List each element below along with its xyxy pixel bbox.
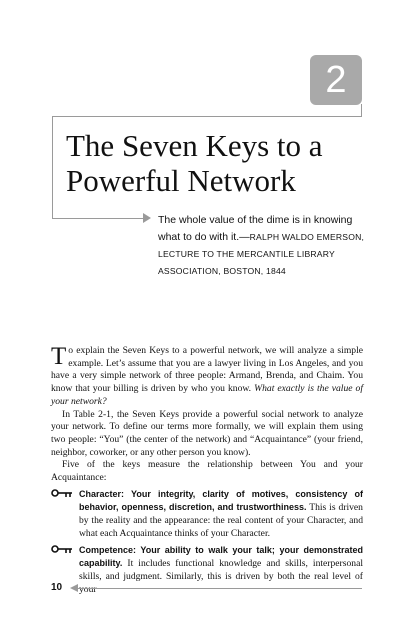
key-icon <box>51 544 73 559</box>
footer-rule <box>78 588 362 589</box>
paragraph-intro <box>51 345 363 409</box>
frame-line-right <box>361 104 362 117</box>
chapter-title: The Seven Keys to a Powerful Network <box>66 128 323 198</box>
paragraph-intro-italic: What exactly is the value of your network? <box>51 383 364 407</box>
epigraph-quote: The whole value of the dime is in knowing what to do with it.— <box>158 214 353 243</box>
bullet-character-text: This is driven by the reality and the appearance: the real content of your Character, and what each Acquaintance thinks of your Character. <box>79 502 363 539</box>
chapter-number-badge: 2 <box>310 55 362 105</box>
drop-cap: T <box>51 343 67 370</box>
body-text <box>51 345 363 596</box>
frame-arrow-icon <box>143 213 151 223</box>
frame-line-top <box>52 116 362 117</box>
frame-line-bottom <box>52 218 144 219</box>
paragraph-intro-text: o explain the Seven Keys to a powerful network, we will analyze a simple example. Let’s assume that you are a lawyer living in Los Angeles, and you have a very simple network of three people: Armand, Brenda, and Chaim. You know that your billing is driven by who you know. <box>51 345 363 395</box>
epigraph-attribution: RALPH WALDO EMERSON, LECTURE TO THE MERCANTILE LIBRARY ASSOCIATION, BOSTON, 1844 <box>158 232 365 276</box>
footer-arrow-icon <box>70 584 78 592</box>
key-icon <box>51 488 73 503</box>
frame-line-left <box>52 116 53 219</box>
bullet-character <box>51 488 363 541</box>
bullet-character-heading: Character: Your integrity, clarity of motives, consistency of behavior, openness, discretion, and trustworthiness. <box>79 488 363 513</box>
paragraph-table-ref: In Table 2-1, the Seven Keys provide a powerful social network to analyze your network. To define our terms more formally, we will explain them using two people: “You” (the center of the network) and “Acquaintance” (your friend, neighbor, coworker, or any other person you know). <box>51 408 363 458</box>
epigraph <box>158 212 368 280</box>
paragraph-five-keys: Five of the keys measure the relationship between You and your Acquaintance: <box>51 459 363 484</box>
bullet-competence-text: It includes functional knowledge and skills, interpersonal skills, and judgment. Similarly, this is driven by both the real level of your <box>79 558 363 595</box>
bullet-competence-heading: Competence: Your ability to walk your talk; your demonstrated capability. <box>79 544 363 569</box>
page-number: 10 <box>51 582 63 593</box>
